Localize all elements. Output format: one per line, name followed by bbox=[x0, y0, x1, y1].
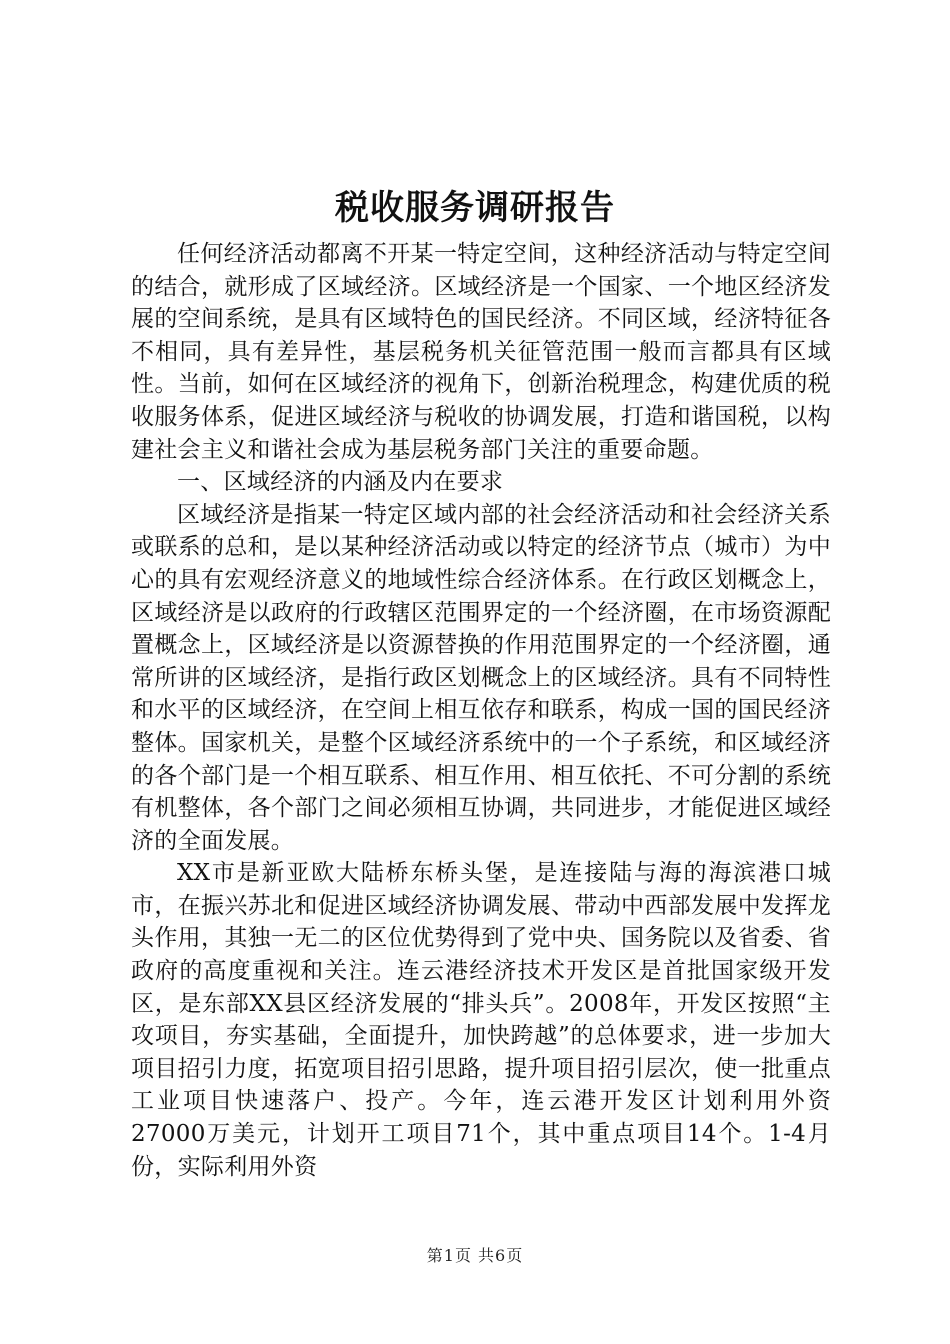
page-footer: 第1页 共6页 bbox=[426, 1246, 524, 1265]
paragraph-city: XX市是新亚欧大陆桥东桥头堡，是连接陆与海的海滨港口城市，在振兴苏北和促进区域经济协调发展、带动中西部发展中发挥龙头作用，其独一无二的区位优势得到了党中央、国务院以及省委、省政府的高度重视和关注。连云港经济技术开发区是首批国家级开发区，是东部XX县区经济发展的“排头兵”。2008年，开发区按照“主攻项目，夯实基础，全面提升，加快跨越”的总体要求，进一步加大项目招引力度，拓宽项目招引思路，提升项目招引层次，使一批重点工业项目快速落户、投产。今年，连云港开发区计划利用外资27000万美元，计划开工项目71个，其中重点项目14个。1-4月份，实际利用外资 bbox=[131, 860, 831, 1180]
document-body bbox=[131, 238, 831, 1183]
paragraph-definition: 区域经济是指某一特定区域内部的社会经济活动和社会经济关系或联系的总和，是以某种经济活动或以特定的经济节点（城市）为中心的具有宏观经济意义的地域性综合经济体系。在行政区划概念上，区域经济是以政府的行政辖区范围界定的一个经济圈，在市场资源配置概念上，区域经济是以资源替换的作用范围界定的一个经济圈，通常所讲的区域经济，是指行政区划概念上的区域经济。具有不同特性和水平的区域经济，在空间上相互依存和联系，构成一国的国民经济整体。国家机关，是整个区域经济系统中的一个子系统，和区域经济的各个部门是一个相互联系、相互作用、相互依托、不可分割的系统有机整体，各个部门之间必须相互协调，共同进步，才能促进区域经济的全面发展。 bbox=[131, 501, 831, 854]
section-heading: 一、区域经济的内涵及内在要求 bbox=[177, 469, 504, 496]
paragraph-intro: 任何经济活动都离不开某一特定空间，这种经济活动与特定空间的结合，就形成了区域经济。区域经济是一个国家、一个地区经济发展的空间系统，是具有区域特色的国民经济。不同区域，经济特征各不相同，具有差异性，基层税务机关征管范围一般而言都具有区域性。当前，如何在区域经济的视角下，创新治税理念，构建优质的税收服务体系，促进区域经济与税收的协调发展，打造和谐国税，以构建社会主义和谐社会成为基层税务部门关注的重要命题。 bbox=[131, 241, 831, 463]
document-title: 税收服务调研报告 bbox=[335, 188, 615, 228]
